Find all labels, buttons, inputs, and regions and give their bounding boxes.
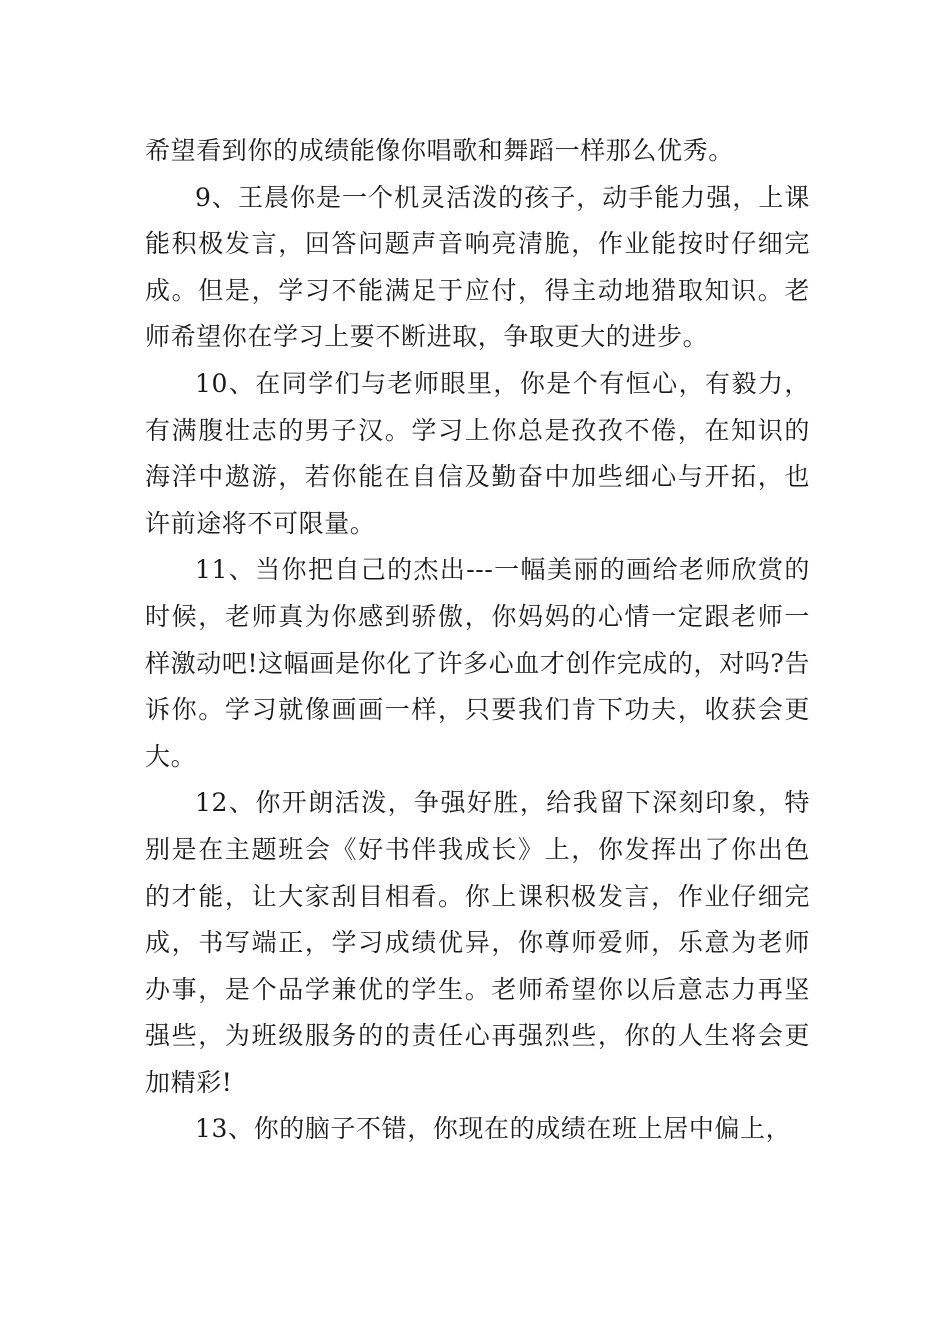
paragraph-9: 9、王晨你是一个机灵活泼的孩子，动手能力强，上课能积极发言，回答问题声音响亮清脆，作业能按时仔细完成。但是，学习不能满足于应付，得主动地猎取知识。老师希望你在学习上要不断进取，争取更大的进步。: [145, 182, 810, 352]
paragraph-13: 13、你的脑子不错，你现在的成绩在班上居中偏上，: [195, 1114, 792, 1144]
paragraph-8-continued: 希望看到你的成绩能像你唱歌和舞蹈一样那么优秀。: [145, 136, 734, 165]
paragraph-11: 11、当你把自己的杰出---一幅美丽的画给老师欣赏的时候，老师真为你感到骄傲，你妈妈的心情一定跟老师一样激动吧!这幅画是你化了许多心血才创作完成的，对吗?告诉你。学习就像画画一样，只要我们肯下功夫，收获会更大。: [145, 555, 810, 771]
paragraph-10: 10、在同学们与老师眼里，你是个有恒心，有毅力，有满腹壮志的男子汉。学习上你总是孜孜不倦，在知识的海洋中遨游，若你能在自信及勤奋中加些细心与开拓，也许前途将不可限量。: [145, 368, 810, 538]
paragraph-12: 12、你开朗活泼，争强好胜，给我留下深刻印象，特别是在主题班会《好书伴我成长》上，你发挥出了你出色的才能，让大家刮目相看。你上课积极发言，作业仔细完成，书写端正，学习成绩优异，你尊师爱师，乐意为老师办事，是个品学兼优的学生。老师希望你以后意志力再坚强些，为班级服务的的责任心再强烈些，你的人生将会更加精彩!: [145, 788, 810, 1097]
document-body: [145, 128, 810, 1153]
